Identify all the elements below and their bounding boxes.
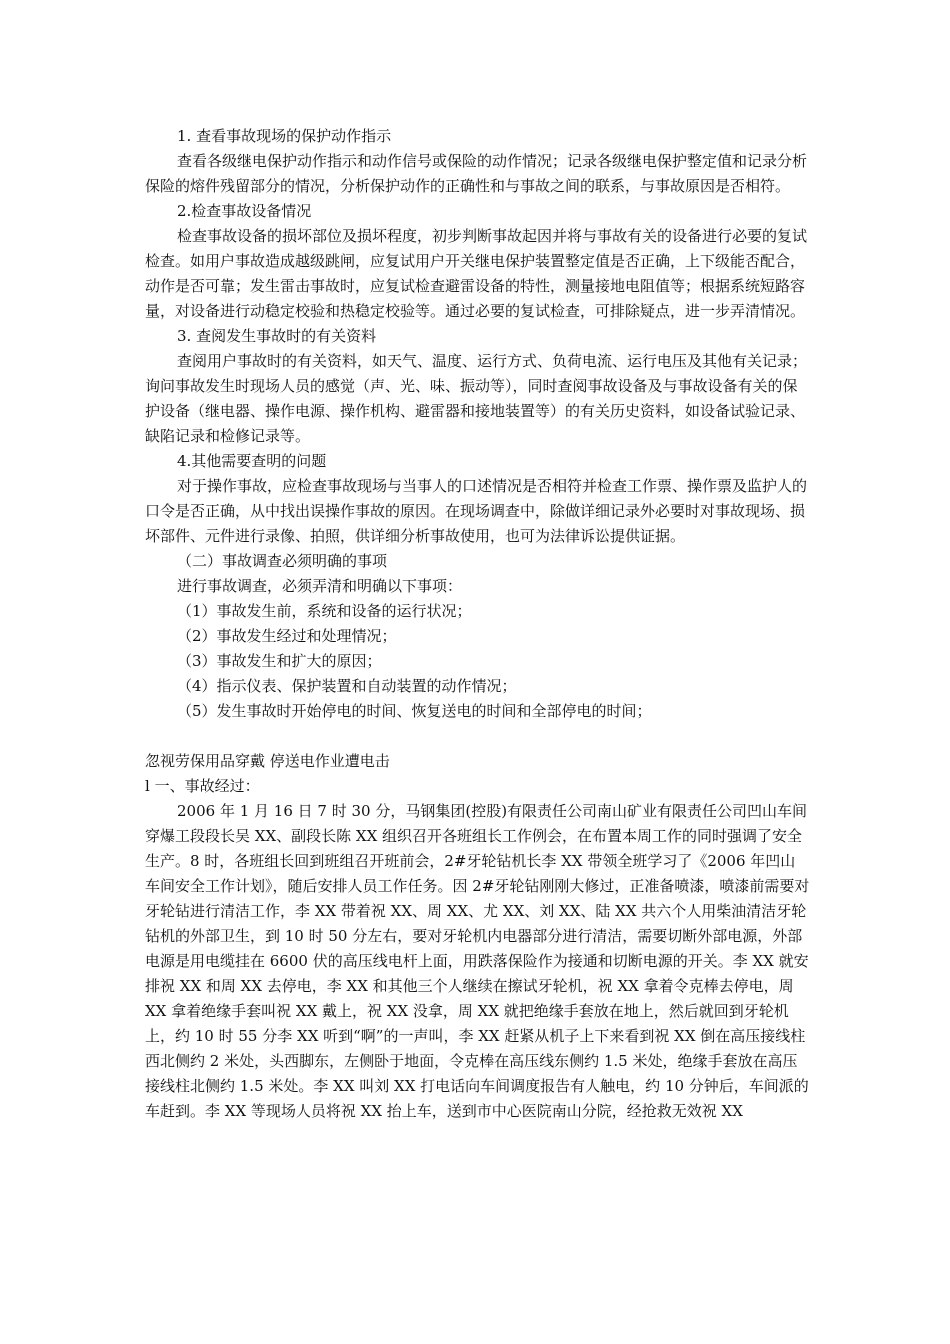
case-title: 忽视劳保用品穿戴 停送电作业遭电击 [145,752,390,770]
item1-body: 查看各级继电保护动作指示和动作信号或保险的动作情况；记录各级继电保护整定值和记录分析保险的熔件残留部分的情况，分析保护动作的正确性和与事故之间的联系，与事故原因是否相符。 [145,152,808,195]
section2-list-item: （2）事故发生经过和处理情况； [177,627,397,645]
item4-heading: 4.其他需要查明的问题 [177,452,327,470]
item1-heading: 1. 查看事故现场的保护动作指示 [177,127,392,145]
item3-heading: 3. 查阅发生事故时的有关资料 [177,327,377,345]
section2-list-item: （3）事故发生和扩大的原因； [177,652,382,670]
section2-intro: 进行事故调查，必须弄清和明确以下事项： [177,577,463,595]
section2-heading: （二）事故调查必须明确的事项 [177,552,388,570]
case-body: 2006 年 1 月 16 日 7 时 30 分，马钢集团(控股)有限责任公司南山矿业有限责任公司凹山车间穿爆工段段长吴 XX、副段长陈 XX 组织召开各班组长工作例会，在布置本周工作的同时强调了安全生产。8 时，各班组长回到班组召开班前会，2#牙轮钻机长李 XX 带领全班学习了《2006 年凹山车间安全工作计划》，随后安排人员工作任务。因 2#牙轮钻刚刚大修过，正准备喷漆，喷漆前需要对牙轮钻进行清洁工作，李 XX 带着祝 XX、周 XX、尤 XX、刘 XX、陆 XX 共六个人用柴油清洁牙轮钻机的外部卫生，到 10 时 50 分左右，要对牙轮机内电器部分进行清洁，需要切断外部电源，外部电源是用电缆挂在 6600 伏的高压线电杆上面，用跌落保险作为接通和切断电源的开关。李 XX 就安排祝 XX 和周 XX 去停电，李 XX 和其他三个人继续在擦试牙轮机，祝 XX 拿着令克棒去停电，周 XX 拿着绝缘手套叫祝 XX 戴上，祝 XX 没拿，周 XX 就把绝缘手套放在地上，然后就回到牙轮机上，约 10 时 55 分李 XX 听到“啊”的一声叫，李 XX 赶紧从机子上下来看到祝 XX 倒在高压接线柱西北侧约 2 米处，头西脚东，左侧卧于地面，令克棒在高压线东侧约 1.5 米处，绝缘手套放在高压接线柱北侧约 1.5 米处。李 XX 叫刘 XX 打电话向车间调度报告有人触电，约 10 分钟后，车间派的车赶到。李 XX 等现场人员将祝 XX 抬上车，送到市中心医院南山分院，经抢救无效祝 XX [145,802,810,1120]
item3-body: 查阅用户事故时的有关资料，如天气、温度、运行方式、负荷电流、运行电压及其他有关记录；询问事故发生时现场人员的感觉（声、光、味、振动等），同时查阅事故设备及与事故设备有关的保护设备（继电器、操作电源、操作机构、避雷器和接地装置等）的有关历史资料，如设备试验记录、缺陷记录和检修记录等。 [145,352,808,445]
item4-body: 对于操作事故，应检查事故现场与当事人的口述情况是否相符并检查工作票、操作票及监护人的口令是否正确，从中找出误操作事故的原因。在现场调查中，除做详细记录外必要时对事故现场、损坏部件、元件进行录像、拍照，供详细分析事故使用，也可为法律诉讼提供证据。 [145,477,808,545]
blank-line [145,724,810,749]
section2-list-item: （1）事故发生前，系统和设备的运行状况； [177,602,472,620]
section2-list-item: （5）发生事故时开始停电的时间、恢复送电的时间和全部停电的时间； [177,702,652,720]
document-body [145,124,810,1124]
item2-heading: 2.检查事故设备情况 [177,202,312,220]
section2-list-item: （4）指示仪表、保护装置和自动装置的动作情况； [177,677,517,695]
item2-body: 检查事故设备的损坏部位及损坏程度，初步判断事故起因并将与事故有关的设备进行必要的复试检查。如用户事故造成越级跳闸，应复试用户开关继电保护装置整定值是否正确，上下级能否配合，动作是否可靠；发生雷击事故时，应复试检查避雷设备的特性，测量接地电阻值等；根据系统短路容量，对设备进行动稳定校验和热稳定校验等。通过必要的复试检查，可排除疑点，进一步弄清情况。 [145,227,808,320]
case-subheading: l 一、事故经过： [145,777,260,795]
